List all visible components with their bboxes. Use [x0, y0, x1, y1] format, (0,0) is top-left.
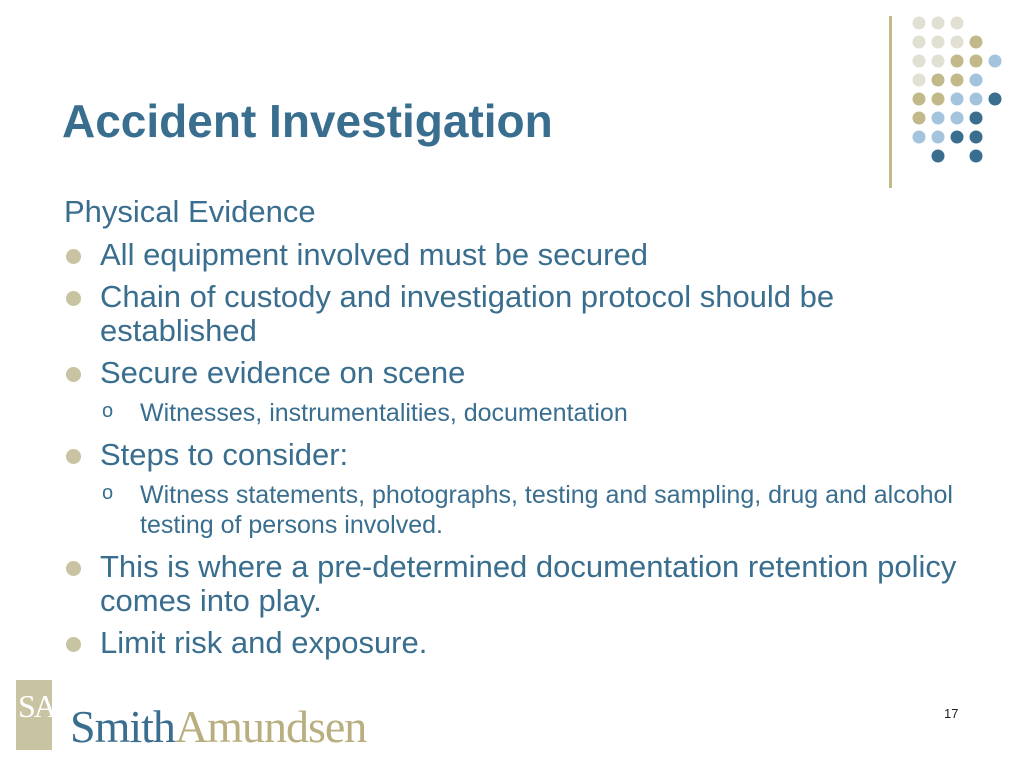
- decorative-dot: [913, 17, 926, 30]
- decorative-dot: [951, 55, 964, 68]
- decorative-dot: [970, 150, 983, 163]
- decorative-dot: [970, 93, 983, 106]
- sub-bullet-item: [64, 398, 964, 428]
- logo-name-amundsen: Amundsen: [174, 701, 367, 752]
- bullet-item: [64, 238, 964, 272]
- bullet-item: [64, 438, 964, 472]
- bullet-item: [64, 626, 964, 660]
- decorative-dot: [913, 93, 926, 106]
- bullet-text: Steps to consider:: [100, 437, 349, 472]
- decorative-dot: [951, 131, 964, 144]
- decorative-dot: [970, 36, 983, 49]
- bullet-dot-icon: [66, 561, 81, 576]
- decorative-dot: [932, 74, 945, 87]
- sub-bullet-text: Witness statements, photographs, testing and sampling, drug and alcohol testing of persons involved.: [140, 481, 953, 539]
- decorative-dot: [989, 55, 1002, 68]
- decorative-dot: [951, 17, 964, 30]
- decorative-dot: [951, 112, 964, 125]
- bullet-dot-icon: [66, 249, 81, 264]
- decorative-dot: [951, 93, 964, 106]
- bullet-dot-icon: [66, 367, 81, 382]
- sub-bullet-item: [64, 480, 964, 540]
- decorative-dot: [913, 55, 926, 68]
- decorative-dot: [932, 55, 945, 68]
- bullet-text: Secure evidence on scene: [100, 355, 466, 390]
- bullet-text: Limit risk and exposure.: [100, 625, 428, 660]
- decorative-dot: [913, 131, 926, 144]
- bullet-dot-icon: [66, 449, 81, 464]
- decorative-dot: [970, 112, 983, 125]
- decorative-dot: [932, 93, 945, 106]
- sub-bullet-marker: o: [102, 482, 114, 504]
- slide-body: [64, 194, 964, 668]
- bullet-item: [64, 550, 964, 618]
- decorative-dot: [970, 55, 983, 68]
- decorative-dot: [932, 150, 945, 163]
- decorative-dot: [989, 93, 1002, 106]
- decorative-dot: [913, 112, 926, 125]
- bullet-dot-icon: [66, 291, 81, 306]
- page-number: 17: [944, 706, 959, 721]
- sub-bullet-text: Witnesses, instrumentalities, documentation: [140, 399, 628, 427]
- bullet-item: [64, 280, 964, 348]
- slide-title: Accident Investigation: [62, 95, 553, 147]
- bullet-dot-icon: [66, 637, 81, 652]
- decorative-dot: [951, 36, 964, 49]
- sub-bullet-marker: o: [102, 400, 114, 422]
- decorative-dot: [913, 74, 926, 87]
- logo-mark: [16, 680, 55, 750]
- decorative-dot: [970, 74, 983, 87]
- decorative-dot: [913, 36, 926, 49]
- decorative-dot: [932, 131, 945, 144]
- decorative-dot: [932, 112, 945, 125]
- section-heading: Physical Evidence: [64, 194, 316, 229]
- logo-name-smith: Smith: [70, 701, 175, 752]
- bullet-text: All equipment involved must be secured: [100, 237, 648, 272]
- logo-mark-text: SA: [18, 688, 55, 724]
- bullet-item: [64, 356, 964, 390]
- bullet-text: This is where a pre-determined documentation retention policy comes into play.: [100, 549, 957, 618]
- decorative-dot: [932, 17, 945, 30]
- decorative-dot: [951, 74, 964, 87]
- vertical-divider: [889, 16, 892, 188]
- bullet-text: Chain of custody and investigation protocol should be established: [100, 279, 835, 348]
- decorative-dot: [932, 36, 945, 49]
- decorative-dot: [970, 131, 983, 144]
- logo-wordmark: [70, 700, 366, 753]
